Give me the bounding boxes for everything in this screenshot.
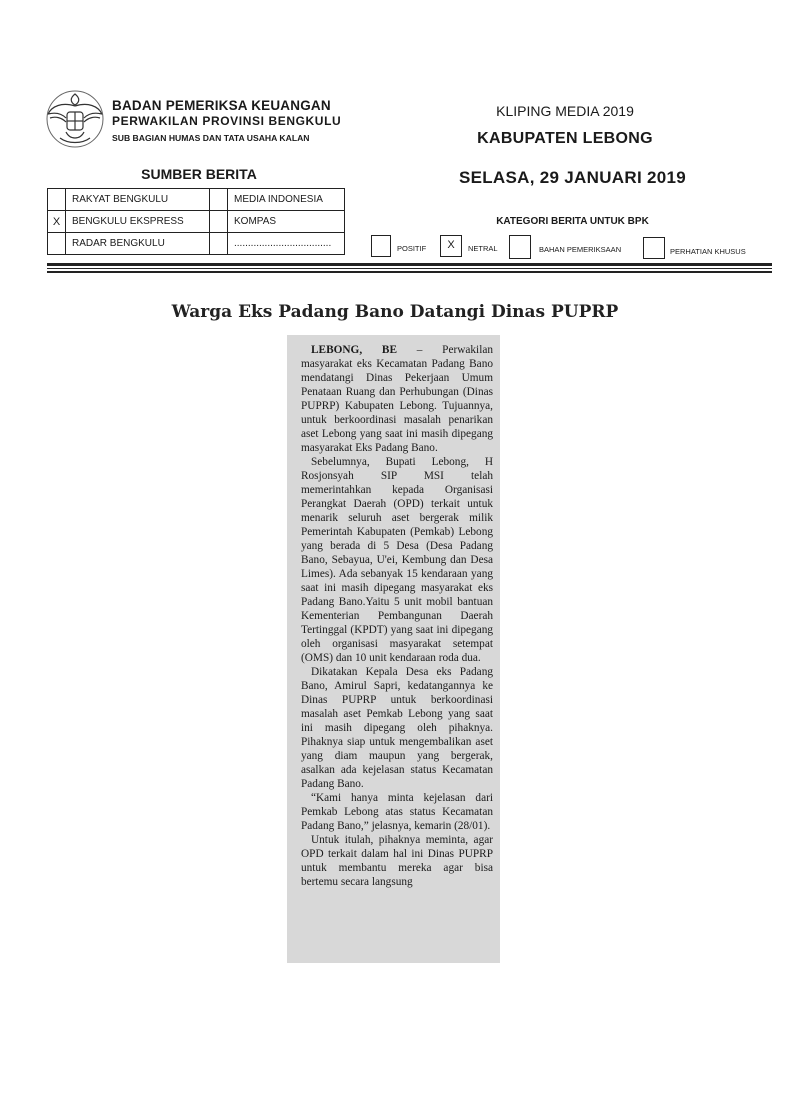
source-name: MEDIA INDONESIA (228, 189, 345, 211)
org-branch: PERWAKILAN PROVINSI BENGKULU (112, 114, 342, 128)
sumber-berita-title: SUMBER BERITA (141, 166, 257, 182)
kategori-positif-label: POSITIF (397, 244, 427, 253)
source-name: BENGKULU EKSPRESS (66, 211, 210, 233)
kategori-netral-checkbox: X (440, 235, 462, 257)
article-paragraph: Sebelumnya, Bupati Lebong, H Rosjonsyah SIP MSI telah memerintahkan kepada Organisasi Perangkat Daerah (OPD) terkait untuk menarik seluruh aset bergerak milik Pemerintah Kabupaten (Pemkab) Lebong yang berada di 5 Desa (Desa Padang Bano, Sebayua, U'ei, Kembung dan Desa Limes). Ada sebanyak 15 kendaraan yang saat ini masih dipegang masyarakat eks Padang Bano.Yaitu 5 unit mobil bantuan Kementerian Pembangunan Daerah Tertinggal (KPDT) yang saat ini dipegang oleh organisasi masyarakat setempat (OMS) dan 10 unit kendaraan roda dua. (301, 456, 493, 664)
article-lead-text: – Perwakilan masyarakat eks Kecamatan Padang Bano mendatangi Dinas Pekerjaan Umum Penataan Ruang dan Perhubungan (Dinas PUPRP) Kabupaten Lebong. Tujuannya, untuk berkoordinasi masalah penarikan aset Lebong yang saat ini masih dipegang masyarakat Eks Padang Bano. (301, 344, 493, 454)
kabupaten-title: KABUPATEN LEBONG (477, 130, 653, 147)
source-checkbox (210, 233, 228, 255)
clipping-date: SELASA, 29 JANUARI 2019 (458, 168, 687, 187)
article-paragraph: Untuk itulah, pihaknya meminta, agar OPD terkait dalam hal ini Dinas PUPRP untuk membantu mereka agar bisa bertemu secara langsung (301, 834, 493, 888)
source-name: RAKYAT BENGKULU (66, 189, 210, 211)
header-divider (47, 263, 772, 266)
source-checkbox (210, 189, 228, 211)
org-subdivision: SUB BAGIAN HUMAS DAN TATA USAHA KALAN (112, 133, 310, 143)
kategori-khusus-checkbox (643, 237, 665, 259)
article-dateline: LEBONG, BE (311, 344, 397, 356)
bpk-garuda-logo (44, 88, 106, 150)
article-paragraph (301, 343, 493, 455)
source-checkbox: X (48, 211, 66, 233)
kategori-netral-label: NETRAL (468, 244, 498, 253)
kliping-title: KLIPING MEDIA 2019 (496, 103, 634, 119)
source-checkbox (48, 233, 66, 255)
header-divider (47, 268, 772, 269)
source-name: RADAR BENGKULU (66, 233, 210, 255)
source-checkbox (210, 211, 228, 233)
source-checkbox (48, 189, 66, 211)
kategori-positif-checkbox (371, 235, 391, 257)
article-paragraph: Dikatakan Kepala Desa eks Padang Bano, Amirul Sapri, kedatangannya ke Dinas PUPRP untuk berkoordinasi masalah aset Pemkab Lebong yang saat ini masih dipegang oleh pihaknya. Pihaknya siap untuk mengembalikan aset yang diam maupun yang bergerak, asalkan ada kejelasan status Kecamatan Padang Bano. (301, 666, 493, 790)
kategori-bahan-label: BAHAN PEMERIKSAAN (539, 245, 622, 254)
source-row (48, 189, 345, 211)
source-row (48, 233, 345, 255)
source-row (48, 211, 345, 233)
article-paragraph: “Kami hanya minta kejelasan dari Pemkab Lebong atas status Kecamatan Padang Bano,” jelasnya, kemarin (28/01). (301, 792, 493, 832)
source-other-blank: ................................... (228, 233, 345, 255)
header-divider (47, 271, 772, 273)
kategori-bahan-checkbox (509, 235, 531, 259)
newspaper-clipping (287, 335, 500, 963)
sumber-berita-table (47, 188, 345, 255)
kategori-khusus-label: PERHATIAN KHUSUS (670, 247, 746, 256)
article-headline: Warga Eks Padang Bano Datangi Dinas PUPRP (171, 302, 619, 322)
source-name: KOMPAS (228, 211, 345, 233)
kategori-title: KATEGORI BERITA UNTUK BPK (496, 216, 649, 227)
org-name: BADAN PEMERIKSA KEUANGAN (112, 98, 331, 113)
